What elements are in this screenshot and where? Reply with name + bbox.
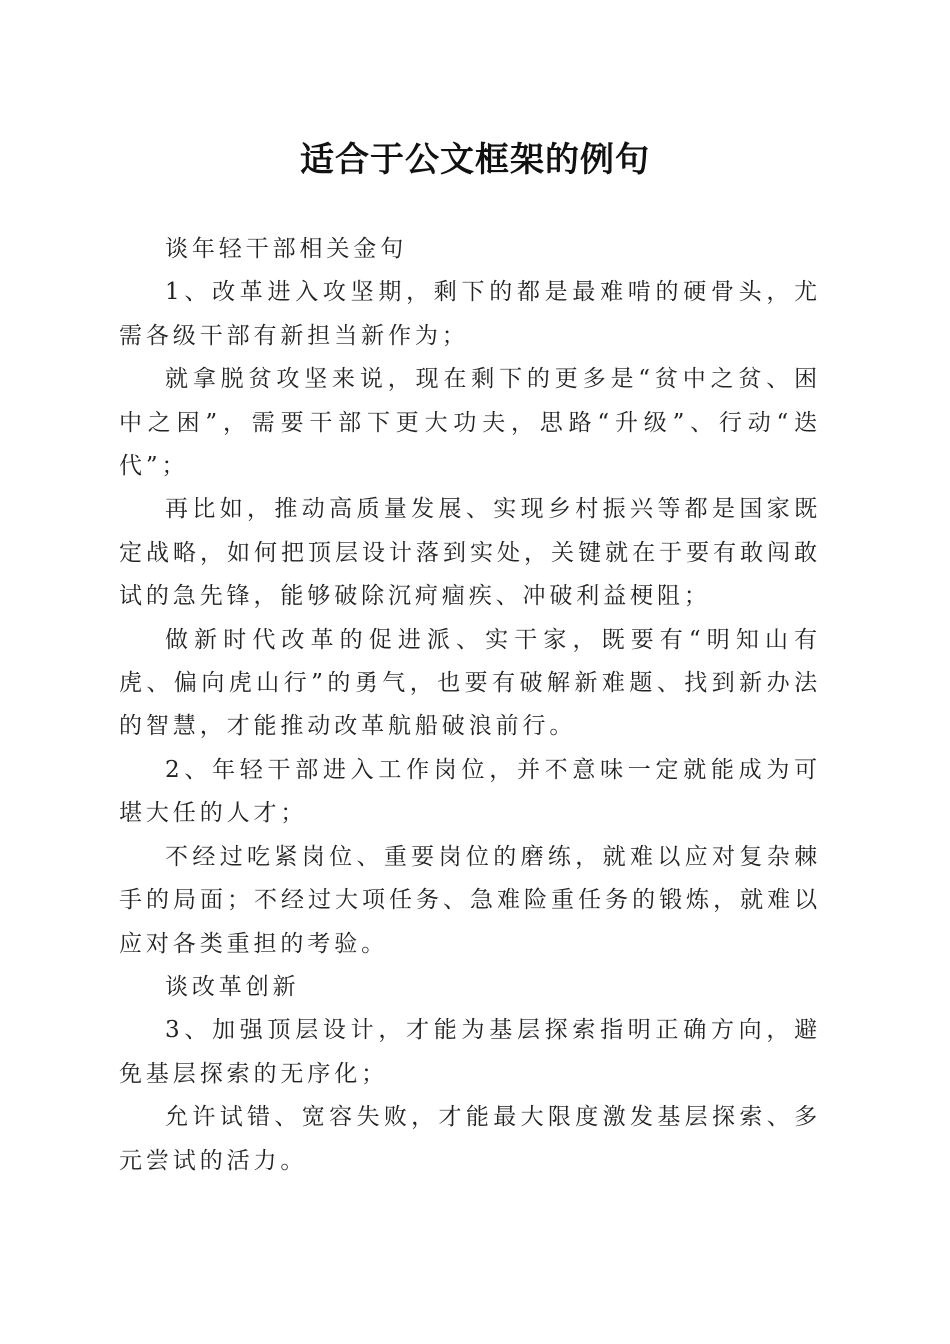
paragraph: 就拿脱贫攻坚来说，现在剩下的更多是“贫中之贫、困中之困”，需要干部下更大功夫，思路“升级”、行动“迭代”； (119, 366, 821, 480)
document-body (119, 228, 821, 1183)
paragraph: 做新时代改革的促进派、实干家，既要有“明知山有虎、偏向虎山行”的勇气，也要有破解新难题、找到新办法的智慧，才能推动改革航船破浪前行。 (119, 626, 821, 740)
paragraph-heading-young-cadres: 谈年轻干部相关金句 (165, 236, 408, 262)
paragraph: 2、年轻干部进入工作岗位，并不意味一定就能成为可堪大任的人才； (119, 756, 821, 827)
paragraph: 允许试错、宽容失败，才能最大限度激发基层探索、多元尝试的活力。 (119, 1104, 821, 1174)
paragraph: 1、改革进入攻坚期，剩下的都是最难啃的硬骨头，尤需各级干部有新担当新作为； (119, 279, 821, 349)
paragraph-heading-reform: 谈改革创新 (165, 973, 300, 1000)
page-title: 适合于公文框架的例句 (300, 140, 650, 180)
paragraph: 3、加强顶层设计，才能为基层探索指明正确方向，避免基层探索的无序化； (119, 1017, 821, 1087)
paragraph: 再比如，推动高质量发展、实现乡村振兴等都是国家既定战略，如何把顶层设计落到实处，关键就在于要有敢闯敢试的急先锋，能够破除沉疴痼疾、冲破利益梗阻； (119, 496, 821, 610)
paragraph: 不经过吃紧岗位、重要岗位的磨练，就难以应对复杂棘手的局面；不经过大项任务、急难险重任务的锻炼，就难以应对各类重担的考验。 (119, 843, 821, 957)
